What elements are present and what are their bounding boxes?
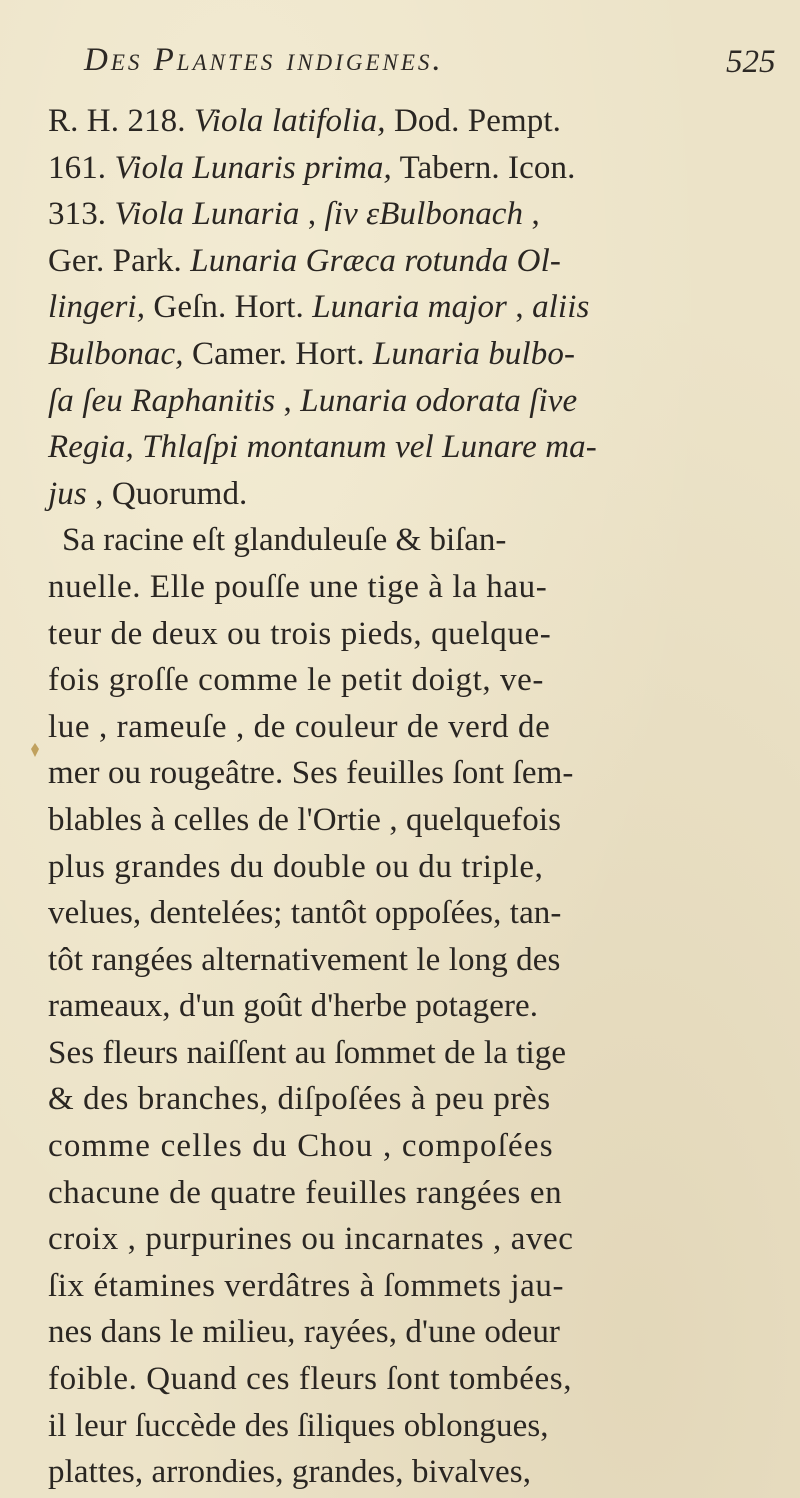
margin-ink-mark [30, 743, 40, 757]
italic-run: Viola Lunaris prima, [114, 149, 392, 186]
roman-run: R. H. 218. [48, 103, 194, 139]
running-head [0, 42, 800, 86]
page-number: 525 [726, 44, 776, 80]
text-line: plattes, arrondies, grandes, bivalves, [48, 1454, 532, 1491]
synonym-line [48, 378, 788, 425]
text-line: croix , purpurines ou incarnates , avec [48, 1221, 574, 1258]
text-line: mer ou rougeâtre. Ses feuilles ſont ſem- [48, 755, 574, 792]
text-line: comme celles du Chou , compoſées [48, 1128, 554, 1165]
italic-run: lingeri, [48, 289, 146, 326]
italic-run: Regia, Thlaſpi montanum vel Lunare ma- [48, 429, 597, 466]
synonym-block [48, 98, 788, 517]
roman-run: 313. [48, 196, 115, 233]
roman-run: Tabern. Icon. [391, 149, 576, 186]
synonym-line [48, 284, 788, 331]
italic-run: aliis [532, 289, 590, 326]
roman-run: Geſn. Hort. [145, 289, 313, 326]
roman-run: 161. [48, 149, 115, 186]
italic-run: ſa ſeu Raphanitis [48, 382, 276, 419]
italic-run: Bulbonac, [48, 335, 184, 372]
italic-run: jus [48, 475, 87, 512]
text-line: foible. Quand ces fleurs ſont tombées, [48, 1361, 573, 1398]
italic-run: Lunaria major [312, 289, 507, 326]
synonym-line [48, 145, 788, 192]
text-line: ſix étamines verdâtres à ſommets jau- [48, 1267, 565, 1304]
synonym-line [48, 331, 788, 378]
description-paragraph [48, 517, 788, 1495]
text-line: Ses fleurs naiſſent au ſommet de la tige [48, 1034, 567, 1071]
text-line: nuelle. Elle pouſſe une tige à la hau- [48, 568, 548, 605]
roman-run: , [507, 289, 533, 326]
roman-run: Ger. Park. [48, 242, 191, 279]
text-line: blables à celles de l'Ortie , quelquefois [48, 801, 562, 838]
italic-run: Viola Lunaria [114, 196, 300, 233]
text-line: fois groſſe comme le petit doigt, ve- [48, 662, 544, 699]
text-line: chacune de quatre feuilles rangées en [48, 1174, 563, 1211]
roman-run: , [275, 382, 301, 419]
roman-run: , [523, 196, 540, 233]
synonym-line [48, 98, 788, 145]
italic-run: Lunaria bulbo- [372, 335, 576, 372]
roman-run: , [299, 196, 325, 233]
text-line: velues, dentelées; tantôt oppoſées, tan- [48, 895, 562, 932]
text-line: Sa racine eſt glanduleuſe & biſan- [62, 522, 507, 559]
italic-run: Lunaria odorata ſive [300, 382, 578, 419]
roman-run: Dod. Pempt. [385, 103, 561, 139]
synonym-line [48, 424, 788, 471]
synonym-line [48, 238, 788, 285]
synonym-line [48, 471, 788, 518]
roman-run: , Quorumd. [86, 475, 248, 512]
text-line: plus grandes du double ou du triple, [48, 848, 544, 885]
roman-run: Camer. Hort. [183, 335, 373, 372]
italic-run: ſiv εBulbonach [324, 196, 524, 233]
text-line: tôt rangées alternativement le long des [48, 941, 561, 978]
text-line: & des branches, diſpoſées à peu près [48, 1081, 551, 1118]
main-text [48, 98, 788, 1496]
running-title: Des Plantes indigenes. [84, 42, 444, 78]
italic-run: Viola latifolia, [193, 103, 386, 139]
italic-run: Lunaria Græca rotunda Ol- [190, 242, 561, 279]
text-line: il leur ſuccède des ſiliques oblongues, [48, 1407, 549, 1444]
text-line: nes dans le milieu, rayées, d'une odeur [48, 1314, 561, 1351]
text-line: lue , rameuſe , de couleur de verd de [48, 708, 551, 745]
text-line: rameaux, d'un goût d'herbe potagere. [48, 988, 539, 1025]
synonym-line [48, 191, 788, 238]
text-line: teur de deux ou trois pieds, quelque- [48, 615, 552, 652]
